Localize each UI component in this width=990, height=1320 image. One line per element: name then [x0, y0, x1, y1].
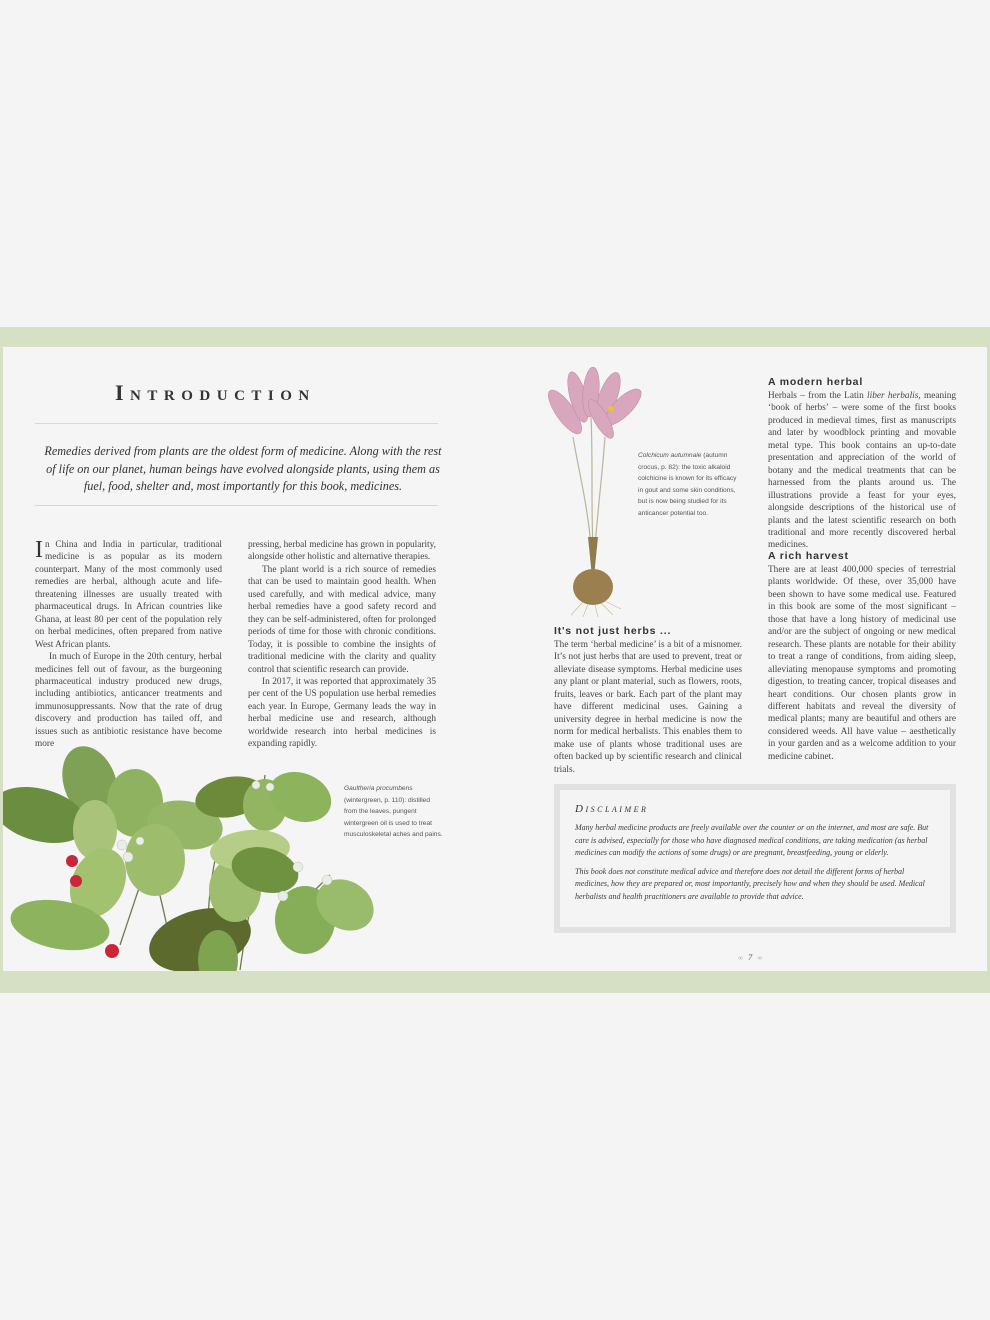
intro-lede: Remedies derived from plants are the oldest form of medicine. Along with the rest of life on our planet, human beings have evolved alongside plants, using them as fuel, food, shelter and, most importantly for this book, medicines.: [44, 444, 442, 493]
page-number: 7: [748, 952, 753, 962]
section-body: The term ‘herbal medicine’ is a bit of a misnomer. It’s not just herbs that are used to prevent, treat or alleviate disease symptoms. Herbal medicine uses any plant or plant material, such as flowers, roots, fruits, leaves or bark. Each part of the plant may have different medicinal uses. Gaining a university degree in herbal medicine is now the norm for medical herbalists. This enables them to make use of plants whose traditional uses are often backed up by scientific research and clinical trials.: [554, 640, 742, 775]
col2-paragraph-0: pressing, herbal medicine has grown in popularity, alongside other holistic and alternative therapies.: [248, 540, 436, 563]
book-spread: [3, 347, 987, 971]
wintergreen-caption: [344, 783, 444, 841]
autumn-crocus-illustration: [543, 357, 643, 617]
col1-paragraph-1: [35, 539, 222, 651]
col2-paragraph-2: In 2017, it was reported that approximately 35 per cent of the US population use herbal remedies each year. In Europe, Germany leads the way in herbal medicine use and research, although worldwide research into herbal medicines is expanding rapidly.: [248, 676, 436, 750]
page-folio: [733, 952, 767, 962]
col1-paragraph-2: In much of Europe in the 20th century, herbal medicines fell out of favour, as the burgeoning pharmaceutical industry produced new drugs, including antibiotics, anticancer treatments and immunosuppressants. Now that the rate of drug discovery and production has tailed off, and issues such as antibiotic resistance have become more: [35, 652, 222, 750]
disclaimer-inner: [560, 790, 950, 927]
caption-species: Gaultheria procumbens: [344, 785, 413, 792]
drop-cap: I: [35, 537, 43, 563]
title-rule-top: [35, 423, 438, 424]
disclaimer-box: [554, 784, 956, 933]
caption-species: Colchicum autumnale: [638, 452, 702, 459]
col2-paragraph-1: The plant world is a rich source of remedies that can be used to maintain good health. When used carefully, and with medical advice, many herbal remedies have a good safety record and they can be self-administered, often for prolonged periods of time for those with chronic conditions. Today, it is possible to combine the insights of traditional medicine with the clarity and quality control that scientific research can provide.: [248, 564, 436, 675]
section-heading: A modern herbal: [768, 376, 864, 388]
caption-text: (autumn crocus, p. 82): the toxic alkaloid colchicine is known for its efficacy in gout and some skin conditions, but is now being studied for its anticancer potential too.: [638, 452, 737, 517]
wintergreen-illustration: [3, 745, 380, 971]
left-column-1: [35, 539, 222, 751]
section-rich-harvest: [768, 550, 956, 763]
section-body: [768, 390, 956, 552]
crocus-caption: [638, 450, 738, 519]
stamen: [608, 406, 614, 412]
section-body: There are at least 400,000 species of terrestrial plants worldwide. Of these, over 35,000 have been shown to have some medical use. Featured in this book are some of the most significant – those that have a long history of medicinal use and/or are the subject of ongoing or new medical research. These plants are notable for their ability to treat a range of conditions, from aiding sleep, alleviating menopause symptoms and promoting digestion, to treating cancer, tropical diseases and heart conditions. Our chosen plants grow in different habitats and reveal the diversity of medical plants; many are beautiful and others are considered weeds. All have value – aesthetically in your garden and as a welcome addition to your medicine cabinet.: [768, 565, 956, 762]
petals: [543, 366, 643, 441]
ornament-left: ∞: [738, 954, 743, 962]
caption-text: (wintergreen, p. 110): distilled from the leaves, pungent wintergreen oil is used to treat musculoskeletal aches and pains.: [344, 796, 443, 838]
disclaimer-title: Disclaimer: [575, 803, 649, 815]
col1-p1-text: n China and India in particular, traditional medicine is as popular as its modern counterpart. Many of the most commonly used remedies are herbal, although acute and life-threatening illnesses are usually treated with pharmaceutical drugs. In African countries like Ghana, at least 80 per cent of the population rely on herbal medicines, often prepared from native West African plants.: [35, 540, 222, 650]
section-modern-herbal: [768, 376, 956, 552]
page-title: Introduction: [115, 380, 316, 405]
ornament-right: ∞: [757, 954, 763, 962]
body-text: , meaning ‘book of herbs’ – were some of the first books produced in medieval times, first as manuscripts and later by woodblock printing and movable metal type. This book contains an up-to-date presentation and appreciation of the world of botany and the medical treatments that can be harnessed from the plants around us. The illustrations provide a feast for your eyes, alongside descriptions of the historical use of plants and the latest scientific research on both traditional and more recently discovered herbal medicines.: [768, 391, 956, 551]
latin-term: liber herbalis: [867, 391, 919, 401]
disclaimer-paragraph-1: Many herbal medicine products are freely available over the counter or on the internet, and most are safe. But care is advised, especially for those who have diagnosed medical conditions, are taking medication (as herbal medicines can modify the actions of some drugs) or are pregnant, breastfeeding, young or elderly.: [575, 823, 929, 858]
section-not-just-herbs: [554, 625, 742, 776]
body-text: Herbals – from the Latin: [768, 391, 868, 401]
section-heading: A rich harvest: [768, 550, 849, 562]
corm: [573, 569, 613, 605]
lede-rule-bottom: [35, 505, 438, 506]
stems: [573, 417, 605, 547]
left-column-2: [248, 539, 436, 751]
disclaimer-paragraph-2: This book does not constitute medical advice and therefore does not detail the different forms of herbal medicines, how they are prepared or, most importantly, precisely how and when they should be used. Medical herbalists and health practitioners are available to provide that advice.: [575, 866, 925, 901]
leaves: [3, 745, 380, 971]
section-heading: It's not just herbs ...: [554, 625, 672, 637]
